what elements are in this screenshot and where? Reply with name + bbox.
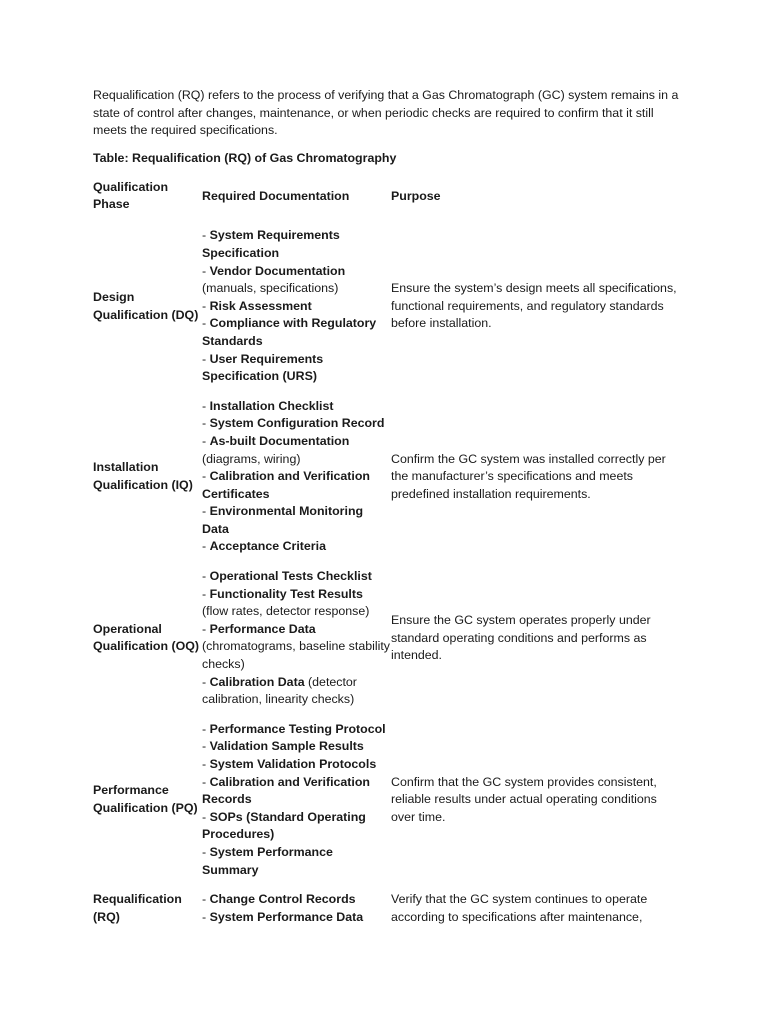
phase-cell: Operational Qualification (OQ) bbox=[93, 621, 200, 654]
documentation-item-title: Risk Assessment bbox=[209, 298, 312, 313]
documentation-item: - Environmental Monitoring Data bbox=[202, 504, 364, 536]
documentation-item: - Vendor Documentation (manuals, specifications) bbox=[202, 263, 346, 296]
documentation-item: - Validation Sample Results bbox=[202, 739, 364, 754]
documentation-item: - Compliance with Regulatory Standards bbox=[202, 316, 377, 348]
documentation-item: - System Performance Summary bbox=[202, 844, 333, 877]
documentation-item-title: Calibration Data bbox=[209, 674, 305, 689]
documentation-item: - Performance Data (chromatograms, baseline stability checks) bbox=[202, 621, 391, 672]
header-phase: Qualification Phase bbox=[93, 179, 169, 212]
documentation-item-title: Acceptance Criteria bbox=[209, 539, 326, 554]
purpose-cell: Confirm the GC system was installed correctly per the manufacturer’s specifications and meets predefined installation requirements. bbox=[391, 451, 666, 501]
documentation-item-title: Functionality Test Results bbox=[209, 586, 363, 601]
documentation-item-title: Validation Sample Results bbox=[209, 739, 364, 754]
documentation-item-title: System Validation Protocols bbox=[209, 757, 377, 771]
documentation-item-title: Change Control Records bbox=[209, 892, 356, 907]
header-documentation: Required Documentation bbox=[202, 188, 350, 203]
documentation-cell bbox=[202, 556, 391, 709]
phase-cell: Design Qualification (DQ) bbox=[93, 289, 199, 322]
documentation-item: - Risk Assessment bbox=[202, 298, 312, 313]
header-purpose: Purpose bbox=[391, 188, 441, 203]
documentation-item: - SOPs (Standard Operating Procedures) bbox=[202, 809, 366, 842]
documentation-item-note: (manuals, specifications) bbox=[202, 281, 339, 296]
documentation-item-note: (diagrams, wiring) bbox=[202, 451, 301, 466]
documentation-item: - Functionality Test Results (flow rates, detector response) bbox=[202, 586, 370, 619]
qualification-table bbox=[93, 177, 683, 926]
documentation-item-title: SOPs (Standard Operating Procedures) bbox=[202, 809, 366, 842]
documentation-item: - As-built Documentation (diagrams, wiring) bbox=[202, 433, 350, 466]
documentation-cell bbox=[202, 709, 391, 879]
purpose-cell: Ensure the system’s design meets all specifications, functional requirements, and regulatory standards before installation. bbox=[391, 281, 677, 331]
documentation-item: - Calibration and Verification Certificates bbox=[202, 469, 370, 501]
documentation-item: - Calibration Data (detector calibration, linearity checks) bbox=[202, 674, 357, 707]
phase-cell: Performance Qualification (PQ) bbox=[93, 783, 198, 815]
documentation-item-title: Performance Data bbox=[209, 621, 316, 636]
documentation-item: - Acceptance Criteria bbox=[202, 539, 326, 554]
documentation-item-title: Compliance with Regulatory Standards bbox=[202, 316, 377, 348]
documentation-item: - System Validation Protocols bbox=[202, 757, 377, 771]
documentation-item: - Operational Tests Checklist bbox=[202, 569, 372, 584]
documentation-item-title: Calibration and Verification Certificates bbox=[202, 469, 370, 501]
phase-cell: Installation Qualification (IQ) bbox=[93, 460, 193, 492]
documentation-item-title: Operational Tests Checklist bbox=[209, 569, 372, 584]
documentation-item-note: (chromatograms, baseline stability checks) bbox=[202, 639, 391, 672]
table-row bbox=[93, 556, 683, 709]
purpose-cell: Confirm that the GC system provides consistent, reliable results under actual operating conditions over time. bbox=[391, 774, 657, 824]
documentation-item: - Calibration and Verification Records bbox=[202, 774, 370, 807]
documentation-item: - User Requirements Specification (URS) bbox=[202, 351, 324, 384]
documentation-item-title: System Performance Summary bbox=[202, 844, 333, 877]
documentation-cell bbox=[202, 386, 391, 556]
documentation-item-title: Environmental Monitoring Data bbox=[202, 504, 364, 536]
purpose-cell: Verify that the GC system continues to operate according to specifications after maintenance, bbox=[391, 892, 648, 924]
table-title: Table: Requalification (RQ) of Gas Chromatography bbox=[93, 150, 397, 165]
documentation-item-note: (flow rates, detector response) bbox=[202, 604, 370, 619]
intro-paragraph: Requalification (RQ) refers to the process of verifying that a Gas Chromatograph (GC) system remains in a state of control after changes, maintenance, or when periodic checks are required to confirm that it still meets the required specifications. bbox=[93, 88, 679, 138]
documentation-item-title: System Performance Data bbox=[209, 909, 364, 924]
documentation-item-title: As-built Documentation bbox=[209, 433, 350, 448]
documentation-item: - Installation Checklist bbox=[202, 398, 334, 413]
document-page bbox=[93, 87, 683, 926]
documentation-item-title: Performance Testing Protocol bbox=[209, 721, 386, 736]
documentation-item-note: (detector calibration, linearity checks) bbox=[202, 674, 357, 707]
documentation-item-title: System Requirements Specification bbox=[202, 228, 340, 260]
table-row bbox=[93, 709, 683, 879]
documentation-item-title: User Requirements Specification (URS) bbox=[202, 351, 324, 384]
documentation-item: - Performance Testing Protocol bbox=[202, 721, 386, 736]
documentation-item-title: Calibration and Verification Records bbox=[202, 774, 370, 807]
documentation-item: - System Performance Data bbox=[202, 909, 364, 924]
documentation-item-title: Installation Checklist bbox=[209, 398, 334, 413]
documentation-cell bbox=[202, 215, 391, 385]
purpose-cell: Ensure the GC system operates properly under standard operating conditions and performs as intended. bbox=[391, 613, 651, 663]
documentation-cell bbox=[202, 879, 391, 926]
documentation-item-title: Vendor Documentation bbox=[209, 263, 346, 278]
table-row bbox=[93, 386, 683, 556]
documentation-item-title: System Configuration Record bbox=[209, 416, 385, 431]
documentation-item: - System Requirements Specification bbox=[202, 228, 340, 260]
phase-cell: Requalification (RQ) bbox=[93, 892, 182, 924]
table-row bbox=[93, 879, 683, 926]
documentation-item: - System Configuration Record bbox=[202, 416, 385, 431]
table-row bbox=[93, 215, 683, 385]
documentation-item: - Change Control Records bbox=[202, 892, 356, 907]
table-header-row bbox=[93, 177, 683, 215]
